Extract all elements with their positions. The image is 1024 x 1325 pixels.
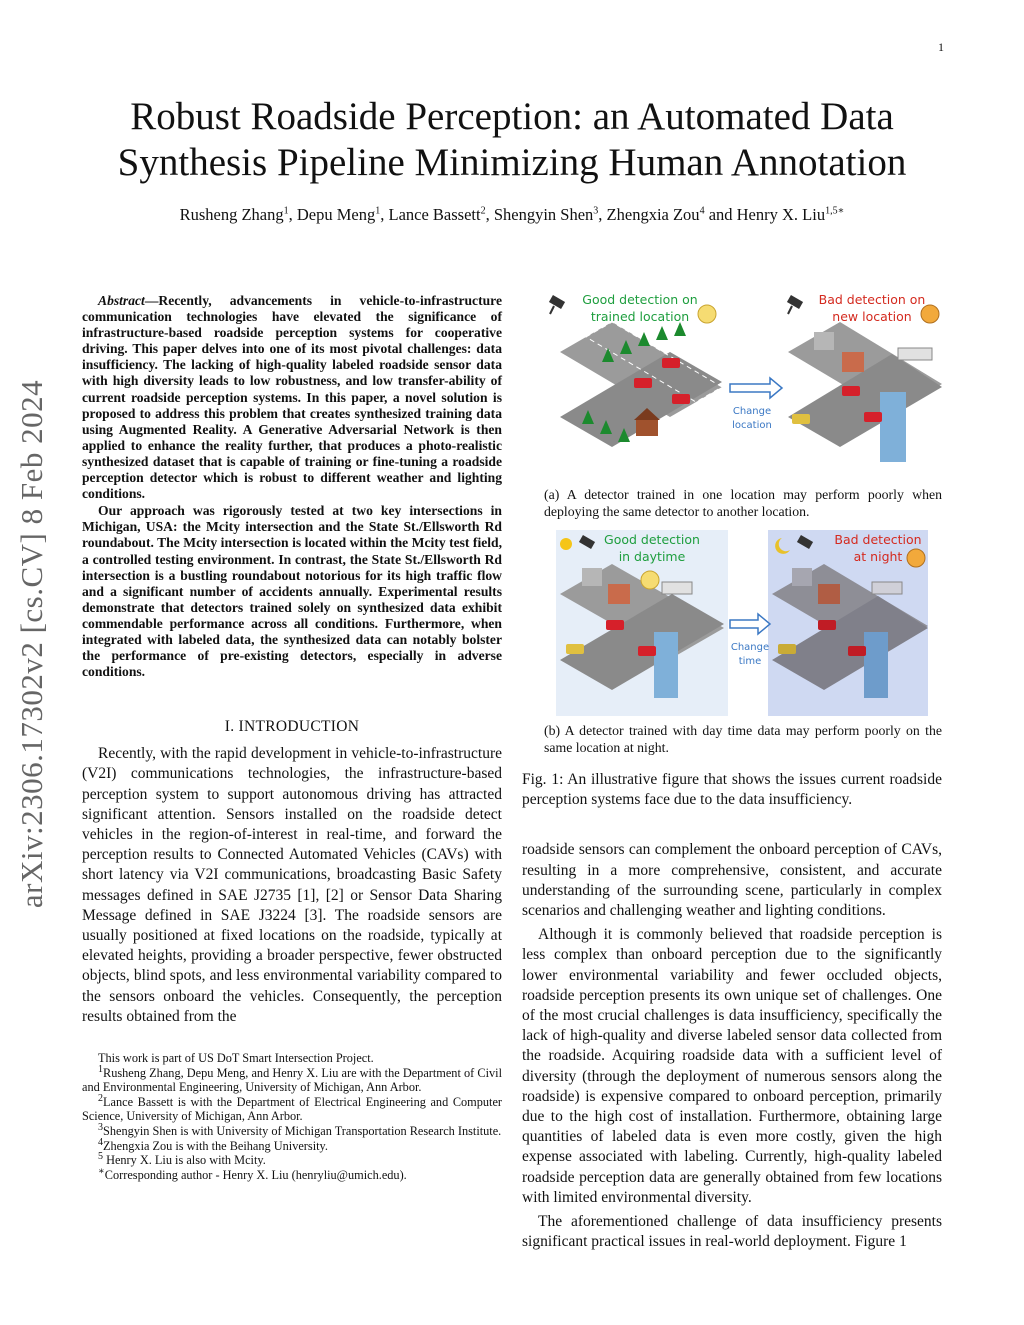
footnote-text: Zhengxia Zou is with the Beihang University.	[103, 1138, 328, 1153]
sun-icon	[560, 538, 572, 550]
section-heading-introduction: I. INTRODUCTION	[224, 718, 360, 736]
right-paragraph-3: The aforementioned challenge of data insufficiency presents significant practical issues in real-world deployment. Figure 1	[522, 1213, 942, 1251]
smiley-face-icon	[641, 571, 659, 589]
camera-icon	[787, 295, 803, 314]
taxi-icon	[566, 644, 584, 654]
footnote	[82, 1063, 502, 1095]
footnote-marker: 2	[98, 1092, 103, 1104]
subcaption-a: (a) A detector trained in one location may perform poorly when deploying the same detector to another location.	[544, 487, 942, 519]
abstract-paragraph-2: Our approach was rigorously tested at two key intersections in Michigan, USA: the Mcity intersection and the State St./Ellsworth Rd roundabout. The Mcity intersection is located within the Mcity test field, a controlled testing environment. In contrast, the State St./Ellsworth Rd intersection is a bustling roundabout notorious for its high traffic flow and a significant number of accidents annually. Experimental results demonstrate that detectors trained solely on synthesized data exhibit commendable performance across all conditions. Furthermore, when integrated with labeled data, the synthesized data can notably bolster the performance of pre-existing detectors, especially in adverse conditions.	[82, 503, 502, 680]
church-icon	[636, 420, 658, 436]
sad-face-icon	[907, 549, 925, 567]
paper-title	[60, 94, 964, 186]
arxiv-sidebar	[12, 364, 52, 924]
author-list	[60, 205, 964, 225]
footnote	[82, 1051, 502, 1066]
label-good-a-2: trained location	[590, 309, 690, 324]
label-bad-a-2: new location	[832, 309, 912, 324]
footnote-marker: 4	[98, 1136, 103, 1148]
figure-1-caption: Fig. 1: An illustrative figure that shows the issues current roadside perception systems face due to the data insufficiency.	[522, 771, 942, 809]
figure-1a	[542, 292, 942, 484]
building-icon	[792, 568, 812, 586]
tower-icon	[864, 632, 888, 698]
arxiv-identifier: arXiv:2306.17302v2 [cs.CV] 8 Feb 2024	[14, 379, 49, 909]
author-affiliation: 1	[375, 205, 381, 217]
label-bad-b-2: at night	[853, 549, 903, 564]
footnote-marker: 3	[98, 1121, 103, 1133]
page-number: 1	[938, 40, 944, 54]
label-good-b-2: in daytime	[618, 549, 686, 564]
author-affiliation: 3	[593, 205, 599, 217]
building-icon	[582, 568, 602, 586]
label-bad-b-1: Bad detection	[834, 532, 922, 547]
footnote-text: Corresponding author - Henry X. Liu (henryliu@umich.edu).	[104, 1167, 407, 1182]
taxi-icon	[792, 414, 810, 424]
title-line-2: Synthesis Pipeline Minimizing Human Annotation	[117, 141, 907, 184]
building-icon	[608, 584, 630, 604]
author-separator: ,	[598, 205, 607, 224]
spacer	[522, 810, 942, 840]
bus-icon	[662, 582, 692, 594]
author-affiliation: 1	[283, 205, 289, 217]
footnote-text: Rusheng Zhang, Depu Meng, and Henry X. Liu are with the Department of Civil and Environmental Engineering, University of Michigan, Ann Arbor.	[82, 1065, 502, 1095]
smiley-face-icon	[698, 305, 716, 323]
footnotes	[82, 1051, 502, 1182]
building-icon	[842, 352, 864, 372]
footnote	[82, 1136, 502, 1154]
figure-1b-illustration	[542, 528, 942, 720]
right-paragraph-1: roadside sensors can complement the onboard perception of CAVs, resulting in a more comprehensive, consistent, and accurate understanding of the surrounding scene, particularly in complex scenarios and challenging weather and lighting conditions.	[522, 841, 942, 920]
building-icon	[818, 584, 840, 604]
abstract-text-1: —Recently, advancements in vehicle-to-infrastructure communication technologies have elevated the significance of infrastructure-based roadside perception systems for cooperative driving. This paper delves into one of its most pivotal challenges: data insufficiency. The lacking of high-quality labeled roadside sensor data with high diversity leads to low robustness, and low transfer-ability of current roadside perception systems. In this paper, a novel solution is proposed to address this problem that creates synthesized training data using Augmented Reality. A Generative Adversarial Network is then applied to enhance the reality further, that produces a photo-realistic synthesized dataset that is capable of training or fine-tuning a roadside perception detector which is robust to different weather and lighting conditions.	[82, 293, 502, 502]
author-affiliation: 2	[480, 205, 486, 217]
footnote	[82, 1165, 502, 1183]
arrow-label-a-1: Change	[732, 406, 772, 417]
title-line-1: Robust Roadside Perception: an Automated Data	[130, 95, 894, 138]
footnote	[82, 1092, 502, 1124]
author-separator: ,	[485, 205, 494, 224]
author-name: Shengyin Shen	[493, 205, 594, 224]
footnote-marker: 5	[98, 1151, 103, 1163]
footnote	[82, 1121, 502, 1139]
abstract-label: Abstract	[98, 293, 145, 308]
right-column	[522, 292, 942, 1252]
figure-1b	[542, 528, 942, 720]
tower-icon	[880, 392, 906, 462]
footnote-text: Lance Bassett is with the Department of Electrical Engineering and Computer Science, University of Michigan, Ann Arbor.	[82, 1094, 502, 1124]
arrow-right-icon	[730, 378, 782, 398]
footnote-text: Henry X. Liu is also with Mcity.	[103, 1153, 266, 1168]
bus-icon	[872, 582, 902, 594]
left-column	[82, 293, 502, 1182]
footnote	[82, 1153, 502, 1168]
footnote-text: Shengyin Shen is with University of Michigan Transportation Research Institute.	[103, 1124, 502, 1139]
sad-face-icon	[921, 305, 939, 323]
author-name: Rusheng Zhang	[179, 205, 284, 224]
right-paragraph-2: Although it is commonly believed that roadside perception is less complex than onboard perception due to the significantly lower environmental variability and fewer occluded objects, roadside perception presents its own unique set of challenges. One of the most crucial challenges is data insufficiency, specifically the lack of high-quality and diverse labeled sensor data collected from the roadside. Acquiring roadside data with a sufficient level of diversity (through the deployment of numerous sensors along the roadside) is expensive compared to onboard perception, primarily due to the high cost of installation. Furthermore, obtaining large quantities of labeled data is even more costly, given the high expense associated with labeling. Currently, high-quality labeled roadside perception data are generally obtained from few locations with limited environmental diversity.	[522, 926, 942, 1206]
camera-icon	[549, 295, 565, 314]
label-good-a-1: Good detection on	[582, 292, 698, 307]
author-affiliation: 1,5∗	[825, 205, 845, 217]
author-separator: and	[704, 205, 737, 224]
author-name: Zhengxia Zou	[606, 205, 700, 224]
footnote-marker: ∗	[98, 1165, 105, 1177]
arrow-label-b-1: Change	[730, 642, 770, 653]
author-name: Lance Bassett	[388, 205, 481, 224]
footnote-marker: 1	[98, 1063, 103, 1075]
label-good-b-1: Good detection	[604, 532, 700, 547]
subcaption-b: (b) A detector trained with day time data may perform poorly on the same location at night.	[544, 723, 942, 755]
author-name: Depu Meng	[296, 205, 376, 224]
author-affiliation: 4	[699, 205, 705, 217]
arrow-right-icon	[730, 614, 770, 634]
figure-1a-illustration	[542, 292, 942, 484]
building-icon	[814, 332, 834, 350]
bus-icon	[898, 348, 932, 360]
label-bad-a-1: Bad detection on	[818, 292, 926, 307]
author-name: Henry X. Liu	[736, 205, 826, 224]
intro-paragraph-1: Recently, with the rapid development in vehicle-to-infrastructure (V2I) communications technologies, the infrastructure-based perception system to support autonomous driving has attracted significant attention. Sensors installed on the roadside detect vehicles in the region-of-interest in real-time, and forward the perception results to Connected Automated Vehicles (CAVs) with short latency via V2I communications, broadcasting Basic Safety messages defined in SAE J2735 [1], [2] or Sensor Data Sharing Message defined in SAE J3224 [3]. The roadside sensors are usually positioned at fixed locations on the roadside, typically at elevated heights, providing a broader perspective, fewer obstructed objects, blind spots, and less environmental variability compared to the sensors onboard the vehicles. Consequently, the perception results obtained from the	[82, 745, 502, 1025]
taxi-icon	[778, 644, 796, 654]
footnote-text: This work is part of US DoT Smart Intersection Project.	[98, 1051, 374, 1066]
author-separator: ,	[288, 205, 297, 224]
arrow-label-b-2: time	[738, 656, 762, 667]
abstract-paragraph-1	[82, 293, 502, 502]
tower-icon	[654, 632, 678, 698]
arrow-label-a-2: location	[732, 420, 772, 431]
author-separator: ,	[380, 205, 389, 224]
